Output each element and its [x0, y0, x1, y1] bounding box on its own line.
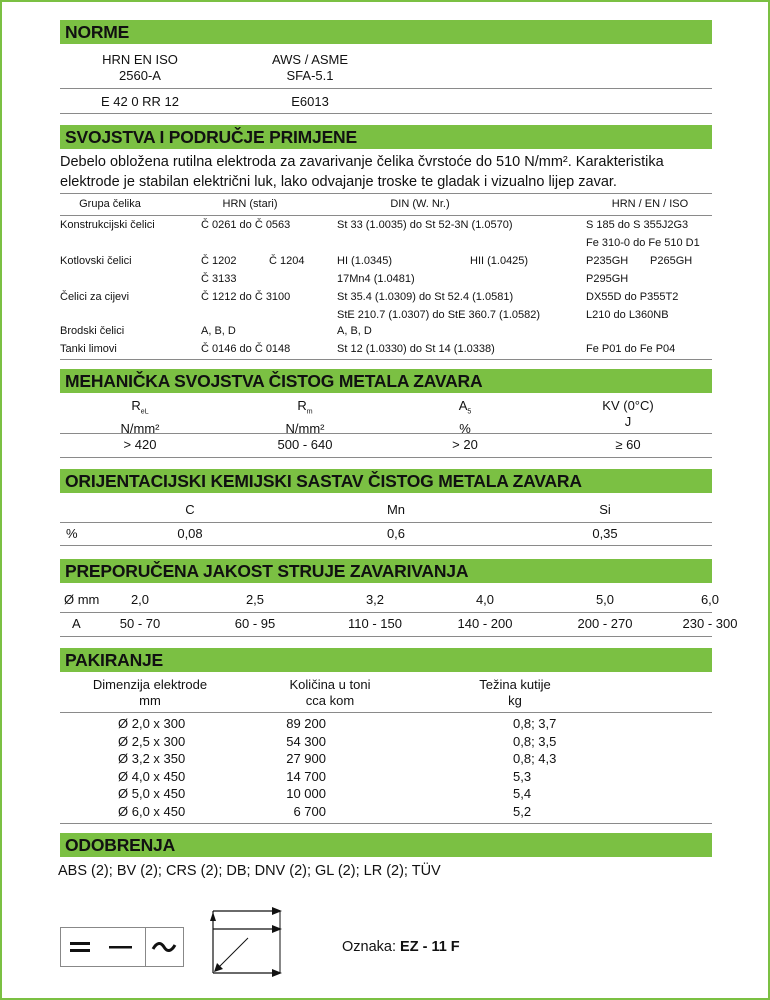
current-amp-value: 140 - 200: [457, 616, 513, 631]
mech-col-rm: [265, 398, 345, 437]
divider: [60, 823, 712, 824]
steel-din: StE 210.7 (1.0307) do StE 360.7 (1.0582): [337, 309, 541, 321]
pack-quantity: 89 200: [286, 716, 326, 731]
divider: [60, 712, 712, 713]
current-diameter-value: 4,0: [475, 592, 495, 607]
steel-group: Kotlovski čelici: [60, 255, 132, 267]
chem-value-c: 0,08: [177, 526, 203, 541]
pack-dimension: Ø 4,0 x 450: [118, 768, 186, 784]
divider: [60, 457, 712, 458]
section-header-norme: NORME: [60, 20, 712, 44]
steel-en: Fe 310-0 do Fe 510 D1: [586, 237, 700, 249]
pack-dimension: Ø 6,0 x 450: [118, 803, 186, 819]
current-diameter-value: 5,0: [595, 592, 615, 607]
steel-en: DX55D do P355T2: [586, 291, 679, 303]
steel-hrn: Č 0261 do Č 0563: [201, 219, 291, 231]
section-header-struja: PREPORUČENA JAKOST STRUJE ZAVARIVANJA: [60, 559, 712, 583]
current-amp-value: 110 - 150: [348, 616, 402, 631]
oznaka-label: Oznaka:: [342, 939, 396, 955]
mech-value-rm: 500 - 640: [277, 437, 333, 452]
pack-col-title: Težina kutije: [479, 677, 551, 692]
divider: [60, 545, 712, 546]
steel-hrn: Č 1204: [269, 255, 305, 267]
current-diameter-value: 2,5: [245, 592, 265, 607]
welding-positions-icon: [208, 905, 288, 977]
col-header-group: Grupa čelika: [79, 198, 141, 210]
col-header-din: DIN (W. Nr.): [390, 198, 450, 210]
steel-en: P235GH: [586, 255, 629, 267]
steel-din: St 35.4 (1.0309) do St 52.4 (1.0581): [337, 291, 514, 303]
current-diameter-value: 2,0: [130, 592, 150, 607]
pack-dimension: Ø 3,2 x 350: [118, 751, 186, 766]
pack-weight: 0,8; 3,7: [513, 716, 557, 731]
section-header-kemijski: ORIJENTACIJSKI KEMIJSKI SASTAV ČISTOG METALA ZAVARA: [60, 469, 712, 493]
mech-col-rel: [100, 398, 180, 437]
chem-element-mn: Mn: [386, 502, 406, 517]
pack-row: [60, 786, 712, 803]
pack-quantity: 27 900: [286, 751, 326, 766]
current-type-box: [60, 927, 184, 967]
chem-element-si: Si: [599, 502, 611, 517]
mech-unit: N/mm²: [285, 420, 325, 436]
pack-col-unit: cca kom: [305, 693, 355, 708]
current-diameter-label: Ø mm: [64, 592, 100, 607]
current-amp-value: 50 - 70: [119, 616, 161, 631]
pack-weight: 0,8; 4,3: [513, 751, 557, 766]
mech-symbol: KV (0°C): [602, 398, 654, 413]
current-amp-value: 60 - 95: [234, 616, 276, 631]
current-amp-label: A: [72, 616, 81, 631]
description: [60, 152, 720, 192]
divider: [60, 433, 712, 434]
steel-hrn: Č 0146 do Č 0148: [201, 343, 291, 355]
divider: [60, 359, 712, 360]
divider: [60, 636, 712, 637]
pack-weight: 0,8; 3,5: [513, 733, 557, 749]
mech-value-rel: > 420: [123, 437, 157, 452]
steel-en: Fe P01 do Fe P04: [586, 343, 676, 355]
steel-hrn: Č 1212 do Č 3100: [201, 291, 291, 303]
steel-group: Konstrukcijski čelici: [60, 219, 155, 231]
steel-hrn: Č 1202: [201, 255, 237, 267]
steel-en: S 185 do S 355J2G3: [586, 219, 689, 231]
pack-col-weight: [455, 677, 575, 709]
pack-row: [60, 716, 712, 733]
steel-din: St 33 (1.0035) do St 52-3N (1.0570): [337, 219, 513, 231]
steel-en: L210 do L360NB: [586, 309, 669, 321]
pack-dimension: Ø 2,5 x 300: [118, 733, 186, 749]
mech-unit: N/mm²: [120, 420, 160, 436]
pack-quantity: 6 700: [293, 803, 326, 819]
pack-dimension: Ø 2,0 x 300: [118, 716, 186, 731]
chem-element-c: C: [185, 502, 195, 517]
norme-header-hrn-line1: HRN EN ISO: [102, 52, 178, 67]
pack-row: [60, 751, 712, 768]
chem-value-si: 0,35: [592, 526, 618, 541]
mech-value-kv: ≥ 60: [615, 437, 641, 452]
mech-col-kv: [588, 398, 668, 430]
description-line: Debelo obložena rutilna elektroda za zavarivanje čelika čvrstoće do 510 N/mm². Karakteristika: [60, 154, 664, 170]
steel-din: A, B, D: [337, 325, 372, 337]
steel-hrn: A, B, D: [201, 325, 236, 337]
current-diameter-value: 6,0: [700, 592, 720, 607]
ac-icon: [145, 928, 183, 966]
steel-group: Brodski čelici: [60, 325, 125, 337]
mech-unit: J: [624, 414, 632, 429]
divider: [60, 88, 712, 89]
current-amp-value: 200 - 270: [577, 616, 633, 631]
steel-group: Tanki limovi: [60, 343, 117, 355]
steel-hrn: Č 3133: [201, 273, 237, 285]
pack-row: [60, 804, 712, 821]
pack-col-quantity: [270, 677, 390, 709]
current-amp-value: 230 - 300: [682, 616, 738, 631]
section-header-pakiranje: PAKIRANJE: [60, 648, 712, 672]
col-header-hrn: HRN (stari): [222, 198, 278, 210]
pack-col-title: Količina u toni: [289, 677, 371, 692]
current-diameter-value: 3,2: [365, 592, 385, 607]
oznaka-value: EZ - 11 F: [400, 939, 460, 955]
pack-weight: 5,4: [513, 786, 532, 801]
norme-value-aws: E6013: [291, 94, 329, 109]
description-line: elektrode je stabilan električni luk, lako odvajanje troske te gladak i vizualno lijep zavar.: [60, 174, 617, 190]
mech-col-a5: [425, 398, 505, 437]
section-header-mehanicka: MEHANIČKA SVOJSTVA ČISTOG METALA ZAVARA: [60, 369, 712, 393]
mech-symbol: R: [297, 398, 307, 413]
divider: [60, 612, 712, 613]
norme-header-hrn-line2: 2560-A: [119, 68, 161, 83]
divider: [60, 113, 712, 114]
pack-quantity: 10 000: [286, 786, 326, 801]
pack-weight: 5,3: [513, 768, 532, 784]
mech-unit: %: [459, 420, 471, 436]
approvals-text: ABS (2); BV (2); CRS (2); DB; DNV (2); GL (2); LR (2); TÜV: [58, 863, 441, 879]
steel-din: St 12 (1.0330) do St 14 (1.0338): [337, 343, 495, 355]
steel-din: HI (1.0345): [337, 255, 393, 267]
steel-din: 17Mn4 (1.0481): [337, 273, 415, 285]
norme-header-hrn: [80, 52, 200, 84]
col-header-en: HRN / EN / ISO: [611, 198, 689, 210]
mech-value-a5: > 20: [452, 437, 478, 452]
mech-subscript: m: [306, 408, 313, 416]
mech-subscript: 5: [467, 408, 472, 416]
divider: [60, 193, 712, 194]
norme-header-aws: [250, 52, 370, 84]
mech-symbol: R: [131, 398, 141, 413]
divider: [60, 522, 712, 523]
norme-value-hrn: E 42 0 RR 12: [100, 94, 180, 109]
oznaka: [342, 937, 460, 957]
pack-quantity: 54 300: [286, 733, 326, 749]
steel-group: Čelici za cijevi: [60, 291, 130, 303]
mech-symbol: A: [458, 398, 468, 413]
pack-col-title: Dimenzija elektrode: [92, 677, 208, 692]
steel-en: P295GH: [586, 273, 629, 285]
mech-subscript: eL: [140, 408, 149, 416]
steel-en: P265GH: [650, 255, 693, 267]
section-header-odobrenja: ODOBRENJA: [60, 833, 712, 857]
pack-row: [60, 734, 712, 751]
chem-value-mn: 0,6: [386, 526, 406, 541]
chem-row-label: %: [66, 526, 78, 541]
pack-col-unit: kg: [508, 693, 522, 708]
pack-dimension: Ø 5,0 x 450: [118, 786, 186, 801]
steel-din: HII (1.0425): [470, 255, 529, 267]
pack-weight: 5,2: [513, 803, 532, 819]
section-header-svojstva: SVOJSTVA I PODRUČJE PRIMJENE: [60, 125, 712, 149]
pack-quantity: 14 700: [286, 768, 326, 784]
pack-col-unit: mm: [139, 693, 161, 708]
pack-row: [60, 769, 712, 786]
norme-header-aws-line1: AWS / ASME: [271, 52, 349, 67]
pack-col-dimension: [80, 677, 220, 709]
norme-header-aws-line2: SFA-5.1: [286, 68, 334, 83]
